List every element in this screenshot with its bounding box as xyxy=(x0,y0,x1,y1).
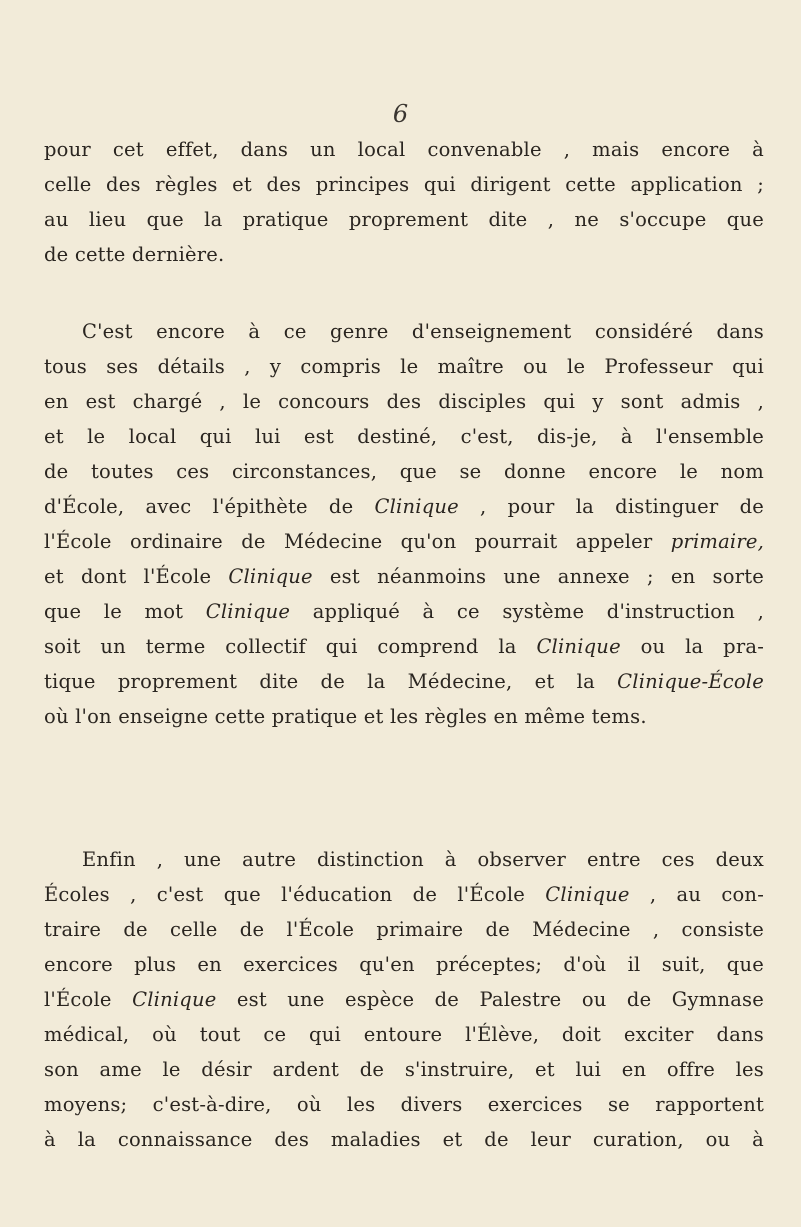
text-line: l'École ordinaire de Médecine qu'on pourrait appeler primaire, xyxy=(44,530,764,553)
text-line: tique proprement dite de la Médecine, et la Clinique-École xyxy=(44,670,764,693)
text-line: à la connaissance des maladies et de leur curation, ou à xyxy=(44,1128,764,1151)
text-line: Écoles , c'est que l'éducation de l'École Clinique , au con- xyxy=(44,883,764,906)
text-line: où l'on enseigne cette pratique et les règles en même tems. xyxy=(44,705,647,728)
text-line: soit un terme collectif qui comprend la Clinique ou la pra- xyxy=(44,635,764,658)
text-line: Enfin , une autre distinction à observer entre ces deux xyxy=(82,848,764,871)
text-line: son ame le désir ardent de s'instruire, et lui en offre les xyxy=(44,1058,764,1081)
text-line: de toutes ces circonstances, que se donne encore le nom xyxy=(44,460,764,483)
paragraph-2 xyxy=(44,314,764,734)
text-line: tous ses détails , y compris le maître ou le Professeur qui xyxy=(44,355,764,378)
text-line: médical, où tout ce qui entoure l'Élève, doit exciter dans xyxy=(44,1023,764,1046)
text-line: au lieu que la pratique proprement dite , ne s'occupe que xyxy=(44,208,764,231)
paragraph-3 xyxy=(44,842,764,1157)
text-line: traire de celle de l'École primaire de Médecine , consiste xyxy=(44,918,764,941)
paragraph-1 xyxy=(44,132,764,272)
text-line: C'est encore à ce genre d'enseignement considéré dans xyxy=(82,320,764,343)
text-line: encore plus en exercices qu'en préceptes; d'où il suit, que xyxy=(44,953,764,976)
text-line: que le mot Clinique appliqué à ce système d'instruction , xyxy=(44,600,764,623)
text-line: et dont l'École Clinique est néanmoins une annexe ; en sorte xyxy=(44,565,765,588)
text-line: de cette dernière. xyxy=(44,243,225,266)
text-line: et le local qui lui est destiné, c'est, dis-je, à l'ensemble xyxy=(44,425,764,448)
page-number: 6 xyxy=(392,100,409,128)
text-line: d'École, avec l'épithète de Clinique , pour la distinguer de xyxy=(44,495,764,518)
text-line: en est chargé , le concours des disciples qui y sont admis , xyxy=(44,390,764,413)
text-line: moyens; c'est-à-dire, où les divers exercices se rapportent xyxy=(44,1093,764,1116)
text-line: l'École Clinique est une espèce de Palestre ou de Gymnase xyxy=(44,988,764,1011)
text-line: celle des règles et des principes qui dirigent cette application ; xyxy=(44,173,764,196)
text-line: pour cet effet, dans un local convenable , mais encore à xyxy=(44,138,764,161)
